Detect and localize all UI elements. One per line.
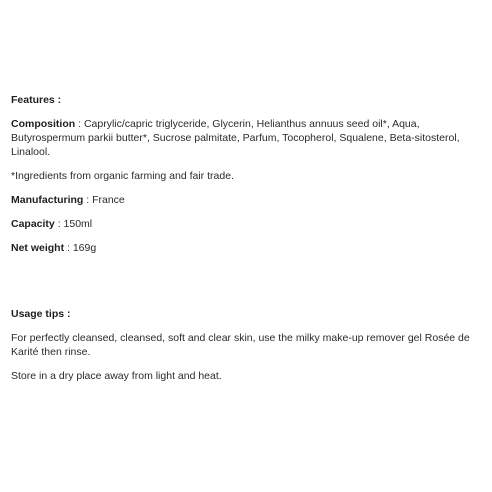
composition-label: Composition bbox=[11, 118, 76, 130]
capacity-row bbox=[11, 217, 481, 231]
net-weight-label: Net weight bbox=[11, 242, 65, 254]
composition-paragraph bbox=[11, 117, 481, 159]
composition-text: Caprylic/capric triglyceride, Glycerin, Helianthus annuus seed oil*, Aqua, Butyrospermum parkii butter*, Sucrose palmitate, Parfum, Tocopherol, Squalene, Beta-sitosterol, Linalool. bbox=[11, 118, 460, 158]
usage-heading-text: Usage tips : bbox=[11, 308, 71, 320]
features-heading bbox=[11, 93, 481, 107]
section-spacer bbox=[11, 265, 481, 307]
capacity-label: Capacity bbox=[11, 218, 55, 230]
features-heading-text: Features : bbox=[11, 94, 62, 106]
capacity-value: : 150ml bbox=[54, 218, 93, 230]
net-weight-value: : 169g bbox=[64, 242, 97, 254]
organic-note: *Ingredients from organic farming and fair trade. bbox=[11, 170, 234, 182]
manufacturing-label: Manufacturing bbox=[11, 194, 84, 206]
manufacturing-row bbox=[11, 193, 481, 207]
usage-tip-2: Store in a dry place away from light and heat. bbox=[11, 370, 222, 382]
manufacturing-value: : France bbox=[83, 194, 125, 206]
usage-heading bbox=[11, 307, 481, 321]
net-weight-row bbox=[11, 241, 481, 255]
usage-tip-1: For perfectly cleansed, cleansed, soft and clear skin, use the milky make-up remover gel Rosée de Karité then rinse. bbox=[11, 332, 470, 358]
composition-separator: : bbox=[75, 118, 84, 130]
product-details bbox=[11, 93, 481, 393]
